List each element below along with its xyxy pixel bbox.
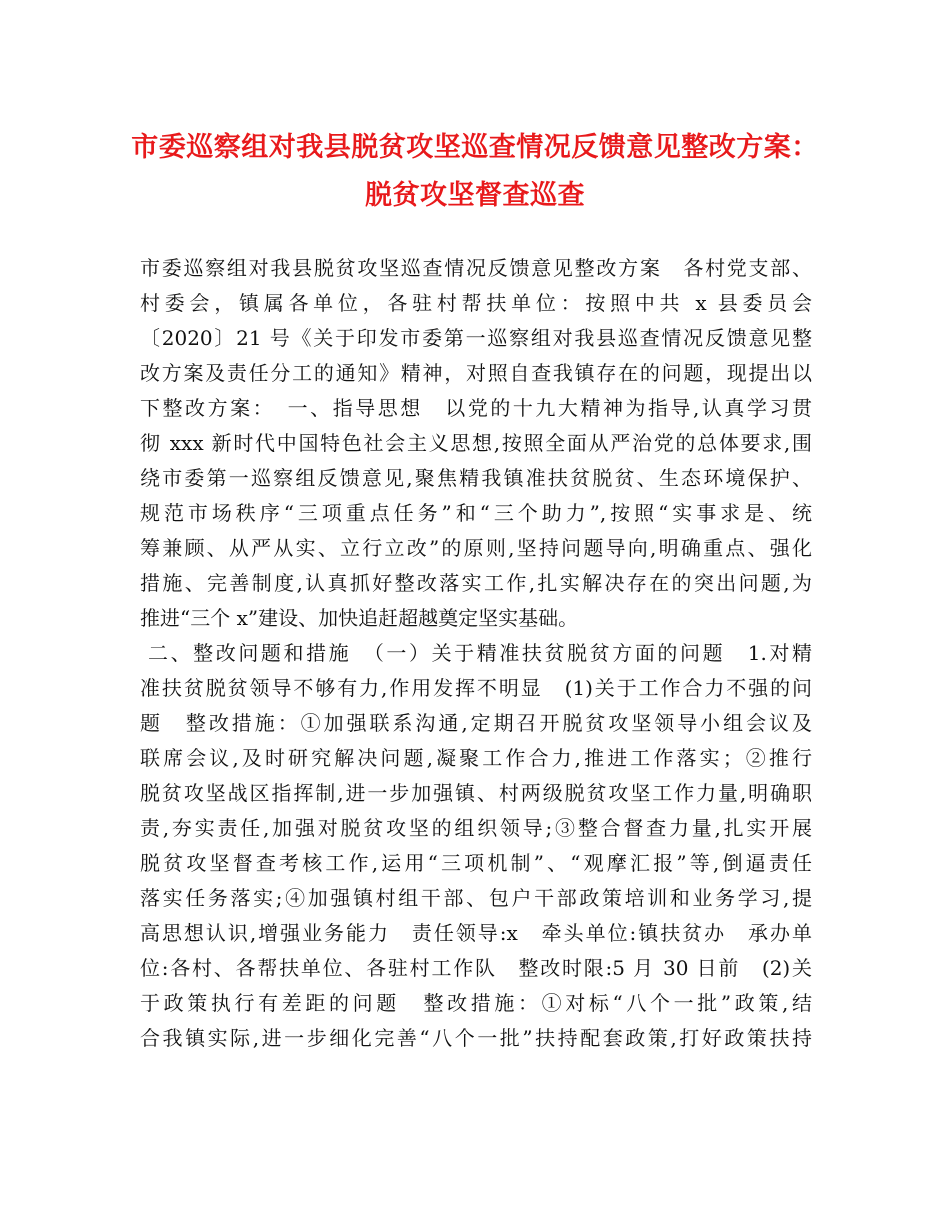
body-line: 〔2020〕21 号《关于印发市委第一巡察组对我县巡查情况反馈意见整 xyxy=(140,326,812,350)
body-line: 合我镇实际,进一步细化完善“八个一批”扶持配套政策,打好政策扶持 xyxy=(140,1026,812,1050)
body-line: 下整改方案： 一、指导思想 以党的十九大精神为指导,认真学习贯 xyxy=(140,396,812,420)
body-line: 脱贫攻坚战区指挥制,进一步加强镇、村两级脱贫攻坚工作力量,明确职 xyxy=(140,781,812,805)
body-line: 市委巡察组对我县脱贫攻坚巡查情况反馈意见整改方案 各村党支部、 xyxy=(140,256,812,280)
body-line: 准扶贫脱贫领导不够有力,作用发挥不明显 (1)关于工作合力不强的问 xyxy=(140,676,812,700)
document-title-line-1: 市委巡察组对我县脱贫攻坚巡查情况反馈意见整改方案： xyxy=(131,132,819,163)
body-line: 位:各村、各帮扶单位、各驻村工作队 整改时限:5 月 30 日前 (2)关 xyxy=(140,956,812,980)
body-line: 规范市场秩序“三项重点任务”和“三个助力”,按照“实事求是、统 xyxy=(140,501,812,525)
body-line: 脱贫攻坚督查考核工作,运用“三项机制”、“观摩汇报”等,倒逼责任 xyxy=(140,851,812,875)
body-line: 筹兼顾、从严从实、立行立改”的原则,坚持问题导向,明确重点、强化 xyxy=(140,536,812,560)
body-line: 落实任务落实;④加强镇村组干部、包户干部政策培训和业务学习,提 xyxy=(140,886,812,910)
document-title-line-2: 脱贫攻坚督查巡查 xyxy=(365,180,585,211)
body-line: 二、整改问题和措施 （一）关于精准扶贫脱贫方面的问题 1.对精 xyxy=(148,641,812,665)
body-line: 题 整改措施：①加强联系沟通,定期召开脱贫攻坚领导小组会议及 xyxy=(140,711,812,735)
body-line: 责,夯实责任,加强对脱贫攻坚的组织领导;③整合督查力量,扎实开展 xyxy=(140,816,812,840)
body-line: 高思想认识,增强业务能力 责任领导:x 牵头单位:镇扶贫办 承办单 xyxy=(140,921,812,945)
body-line: 村委会，镇属各单位，各驻村帮扶单位：按照中共 x 县委员会 xyxy=(140,291,812,315)
body-line: 于政策执行有差距的问题 整改措施：①对标“八个一批”政策,结 xyxy=(140,991,812,1015)
body-line: 推进“三个 x”建设、加快追赶超越奠定坚实基础。 xyxy=(140,606,579,630)
body-line: 彻 xxx 新时代中国特色社会主义思想,按照全面从严治党的总体要求,围 xyxy=(140,431,812,455)
body-line: 措施、完善制度,认真抓好整改落实工作,扎实解决存在的突出问题,为 xyxy=(140,571,812,595)
body-line: 绕市委第一巡察组反馈意见,聚焦精我镇准扶贫脱贫、生态环境保护、 xyxy=(140,466,812,490)
body-line: 联席会议,及时研究解决问题,凝聚工作合力,推进工作落实；②推行 xyxy=(140,746,812,770)
body-line: 改方案及责任分工的通知》精神，对照自查我镇存在的问题，现提出以 xyxy=(140,361,812,385)
